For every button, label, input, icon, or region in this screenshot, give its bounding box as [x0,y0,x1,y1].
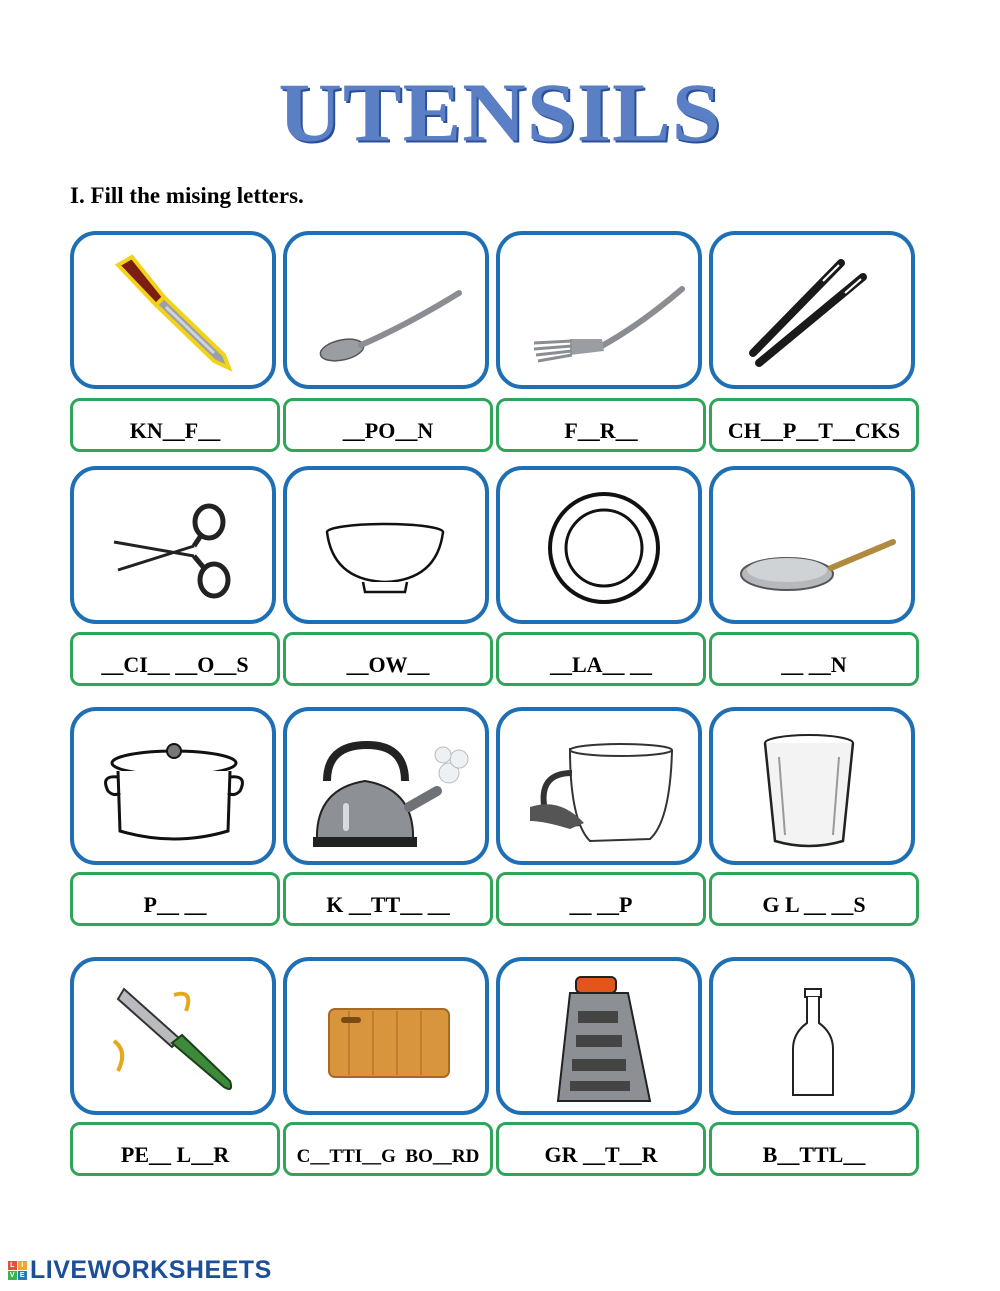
logo-letter: V [9,1272,16,1279]
cup-icon [500,711,698,861]
answer-box-13[interactable]: PE__ L__R [70,1122,280,1176]
answer-box-8[interactable]: __ __N [709,632,919,686]
knife-icon [74,235,272,385]
cutting-board-icon [287,961,485,1111]
grater-card [496,957,702,1115]
answer-box-4[interactable]: CH__P__T__CKS [709,398,919,452]
answer-box-2[interactable]: __PO__N [283,398,493,452]
answer-box-6[interactable]: __OW__ [283,632,493,686]
cup-card [496,707,702,865]
chopsticks-icon [713,235,911,385]
bowl-icon [287,470,485,620]
logo-letter: L [8,1261,17,1270]
liveworksheets-footer [8,1256,272,1285]
plate-icon [500,470,698,620]
bottle-card [709,957,915,1115]
brand-name: LIVEWORKSHEETS [30,1256,272,1284]
answer-box-10[interactable]: K __TT__ __ [283,872,493,926]
cutting-board-card [283,957,489,1115]
chopsticks-card [709,231,915,389]
answer-box-1[interactable]: KN__F__ [70,398,280,452]
pan-icon [713,470,911,620]
answer-box-7[interactable]: __LA__ __ [496,632,706,686]
worksheet-title: UTENSILS [278,67,722,160]
answer-box-16[interactable]: B__TTL__ [709,1122,919,1176]
glass-icon [713,711,911,861]
pot-icon [74,711,272,861]
peeler-icon [74,961,272,1111]
kettle-card [283,707,489,865]
kettle-icon [287,711,485,861]
plate-card [496,466,702,624]
scissors-icon [74,470,272,620]
answer-box-9[interactable]: P__ __ [70,872,280,926]
logo-letter: E [19,1272,26,1279]
bottle-icon [713,961,911,1111]
answer-box-12[interactable]: G L __ __S [709,872,919,926]
answer-box-5[interactable]: __CI__ __O__S [70,632,280,686]
spoon-icon [287,235,485,385]
logo-letter: I [18,1261,27,1270]
answer-box-15[interactable]: GR __T__R [496,1122,706,1176]
answer-box-3[interactable]: F__R__ [496,398,706,452]
grater-icon [500,961,698,1111]
pot-card [70,707,276,865]
spoon-card [283,231,489,389]
liveworksheets-logo-icon [8,1261,27,1280]
fork-card [496,231,702,389]
peeler-card [70,957,276,1115]
answer-box-14[interactable]: C__TTI__G BO__RD [283,1122,493,1176]
glass-card [709,707,915,865]
answer-box-11[interactable]: __ __P [496,872,706,926]
knife-card [70,231,276,389]
fork-icon [500,235,698,385]
bowl-card [283,466,489,624]
scissors-card [70,466,276,624]
instruction-text: I. Fill the mising letters. [70,183,304,208]
pan-card [709,466,915,624]
